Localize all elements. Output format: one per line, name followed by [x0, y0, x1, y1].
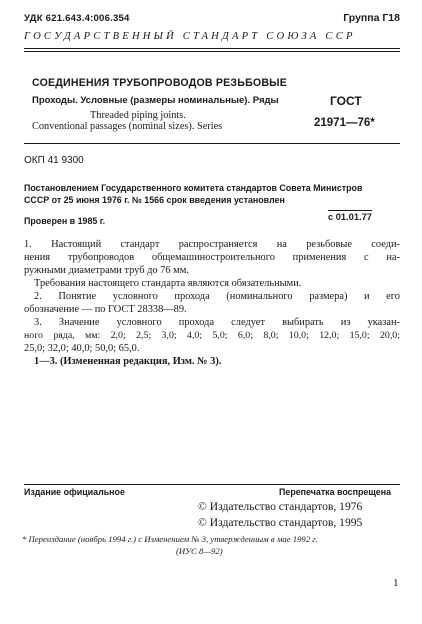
- amendment-note: 1—3. (Измененная редакция, Изм. № 3).: [34, 356, 222, 367]
- title-english-line-2: Conventional passages (nominal sizes). Series: [32, 121, 223, 132]
- paragraph-3-line-2: обозначение — по ГОСТ 28338—89.: [24, 304, 187, 315]
- title-english-line-1: Threaded piping joints.: [90, 110, 186, 121]
- okp-code: ОКП 41 9300: [24, 155, 84, 166]
- copyright-1995: © Издательство стандартов, 1995: [198, 516, 363, 529]
- decree-line-1: Постановлением Государственного комитета стандартов Совета Министров: [24, 183, 363, 193]
- group-code: Группа Г18: [343, 12, 400, 24]
- reprint-notice: Перепечатка воспрещена: [279, 487, 392, 497]
- reissue-note-line-1: * Переиздание (ноябрь 1994 г.) с Изменением № 3, утвержденным в мае 1992 г.: [22, 534, 318, 544]
- footer-rule: [24, 484, 400, 485]
- header-rule-top: [24, 48, 400, 49]
- page-number: 1: [393, 577, 399, 589]
- document-title: СОЕДИНЕНИЯ ТРУБОПРОВОДОВ РЕЗЬБОВЫЕ: [32, 77, 288, 89]
- paragraph-1-line-1: 1. Настоящий стандарт распространяется на резьбовые соеди-: [24, 239, 400, 250]
- paragraph-1-line-3: ружными диаметрами труб до 76 мм.: [24, 265, 189, 276]
- paragraph-1-line-2: нения трубопроводов общемашиностроительного применения с на-: [24, 252, 400, 263]
- paragraph-3-line-1: 2. Понятие условного прохода (номинального размера) и его: [34, 291, 400, 302]
- copyright-1976: © Издательство стандартов, 1976: [198, 500, 363, 513]
- checked-year: Проверен в 1985 г.: [24, 216, 106, 226]
- decree-line-2: СССР от 25 июня 1976 г. № 1566 срок введения установлен: [24, 195, 285, 205]
- gost-number: 21971—76*: [314, 117, 375, 129]
- official-edition: Издание официальное: [24, 487, 125, 497]
- udc-code: УДК 621.643.4:006.354: [24, 13, 130, 24]
- paragraph-4-line-3: 25,0; 32,0; 40,0; 50,0; 65,0.: [24, 343, 140, 354]
- document-subtitle: Проходы. Условные (размеры номинальные). Ряды: [32, 95, 279, 106]
- gost-label: ГОСТ: [330, 94, 362, 108]
- paragraph-4-line-2: ного ряда, мм: 2,0; 2,5; 3,0; 4,0; 5,0; 6,0; 8,0; 10,0; 12,0; 15,0; 20,0;: [24, 330, 400, 341]
- paragraph-4-line-1: 3. Значение условного прохода следует выбирать из указан-: [34, 317, 400, 328]
- section-rule: [24, 143, 400, 144]
- header-rule-bottom: [24, 51, 400, 52]
- reissue-note-line-2: (ИУС 8—92): [176, 546, 223, 556]
- standard-banner: ГОСУДАРСТВЕННЫЙ СТАНДАРТ СОЮЗА ССР: [24, 31, 356, 42]
- effective-date: с 01.01.77: [328, 212, 372, 222]
- paragraph-2: Требования настоящего стандарта являются обязательными.: [34, 278, 302, 289]
